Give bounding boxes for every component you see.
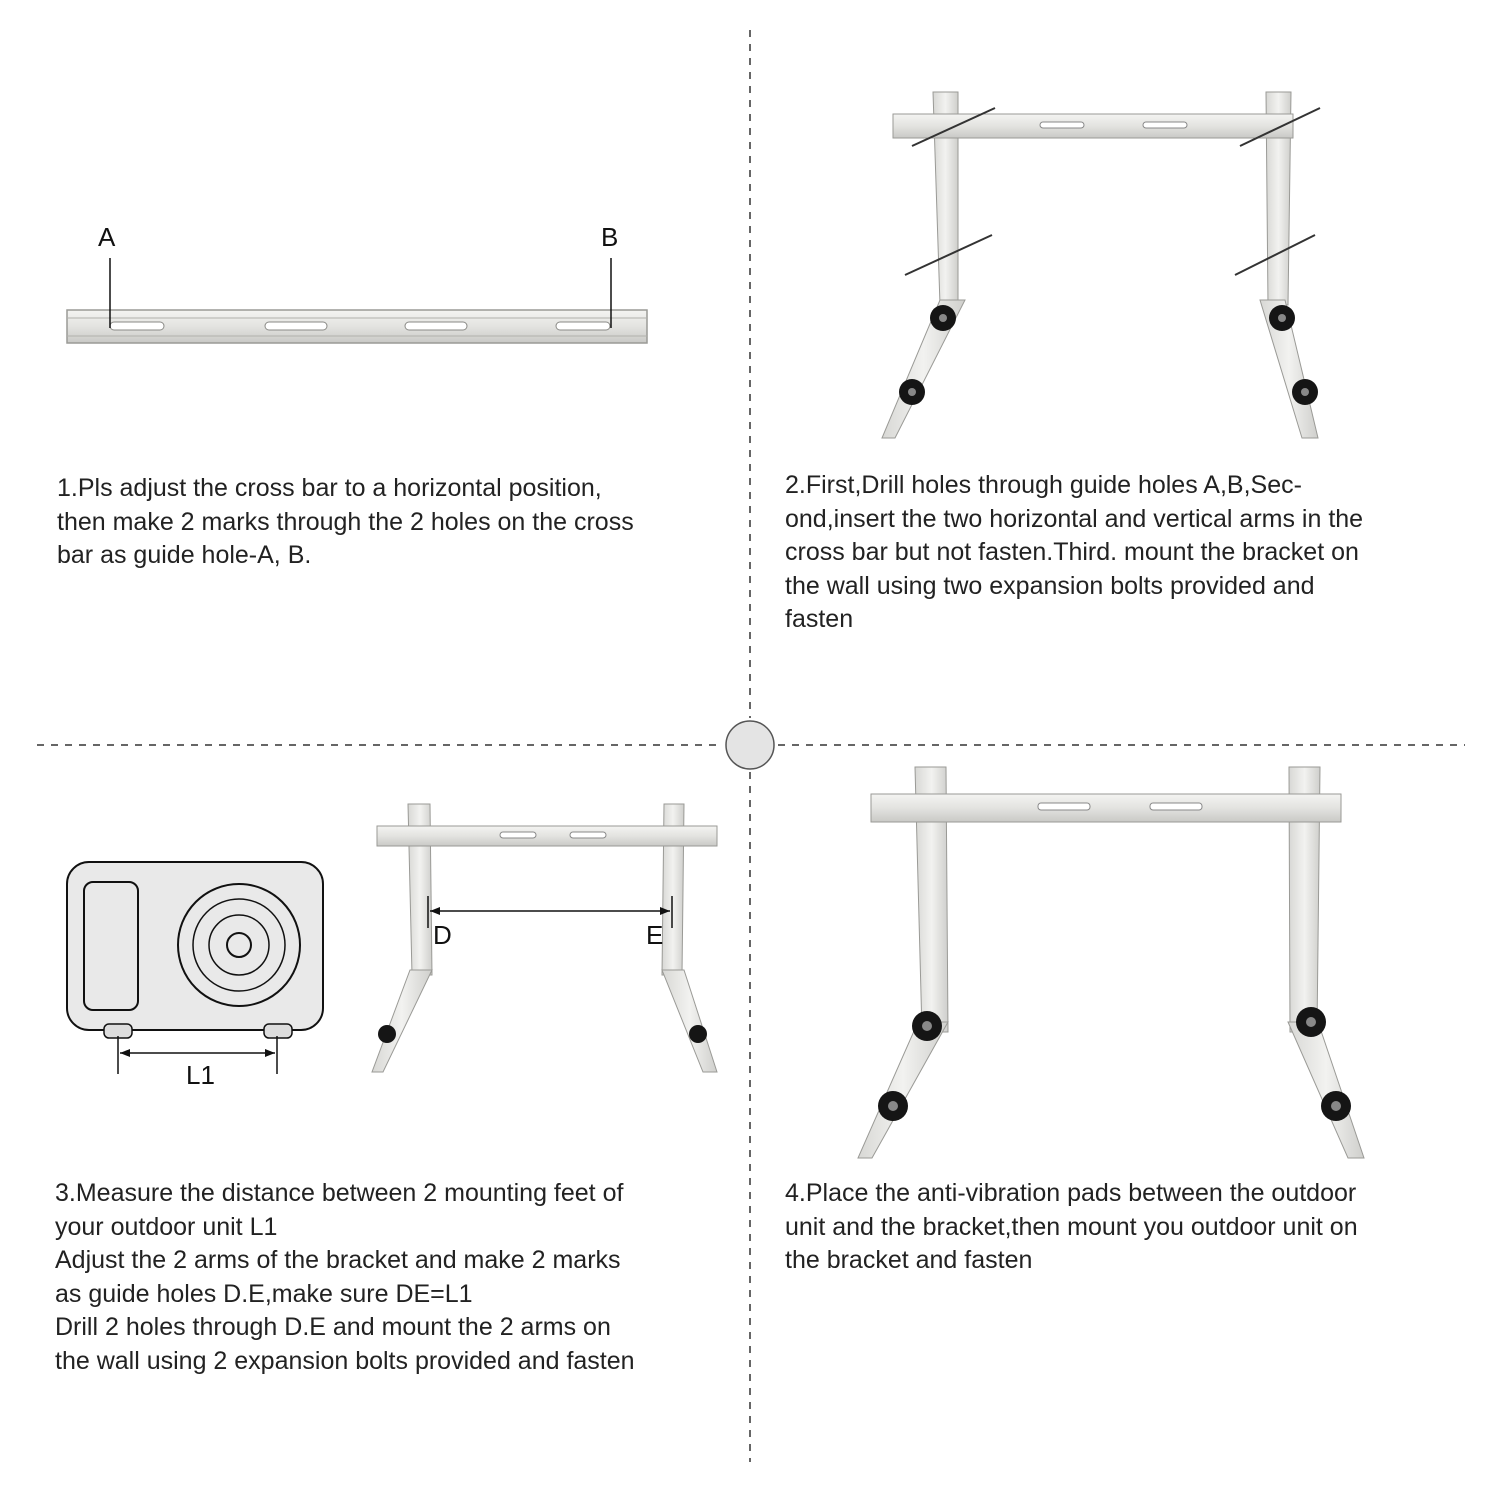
text-line: your outdoor unit L1 xyxy=(55,1212,278,1241)
text-line: the wall using two expansion bolts provided and xyxy=(785,571,1315,600)
text-line: then make 2 marks through the 2 holes on the cross xyxy=(57,507,634,536)
guide-label-b: B xyxy=(601,222,619,252)
text-line: 1.Pls adjust the cross bar to a horizontal position, xyxy=(57,474,602,502)
text-line: the wall using 2 expansion bolts provided and fasten xyxy=(55,1346,635,1375)
text-line: cross bar but not fasten.Third. mount the bracket on xyxy=(785,538,1359,566)
bracket-step4 xyxy=(858,767,1364,1158)
text-line: fasten xyxy=(785,605,854,633)
text-line: bar as guide hole-A, B. xyxy=(57,541,312,569)
text-line: ond,insert the two horizontal and vertical arms in the xyxy=(785,504,1364,533)
outdoor-unit xyxy=(67,862,323,1074)
step-2-text xyxy=(785,469,1363,637)
text-line: the bracket and fasten xyxy=(785,1246,1033,1274)
step-1-text xyxy=(57,472,634,573)
guide-label-a: A xyxy=(98,222,116,252)
bracket-step3 xyxy=(372,804,717,1072)
measure-label-l1: L1 xyxy=(186,1060,215,1090)
text-line: 3.Measure the distance between 2 mounting feet of xyxy=(55,1179,624,1207)
text-line: unit and the bracket,then mount you outdoor unit on xyxy=(785,1212,1358,1241)
step-3-text xyxy=(55,1177,635,1378)
text-line: Adjust the 2 arms of the bracket and make 2 marks xyxy=(55,1246,621,1274)
text-line: as guide holes D.E,make sure DE=L1 xyxy=(55,1279,473,1308)
text-line: Drill 2 holes through D.E and mount the 2 arms on xyxy=(55,1313,611,1341)
center-circle xyxy=(726,721,774,769)
step-4-text xyxy=(785,1177,1358,1278)
guide-label-e: E xyxy=(646,920,664,950)
text-line: 2.First,Drill holes through guide holes A,B,Sec- xyxy=(785,471,1302,499)
guide-label-d: D xyxy=(433,920,452,950)
bracket-step2 xyxy=(882,92,1320,438)
cross-bar-step1 xyxy=(67,258,647,343)
text-line: 4.Place the anti-vibration pads between the outdoor xyxy=(785,1179,1357,1207)
